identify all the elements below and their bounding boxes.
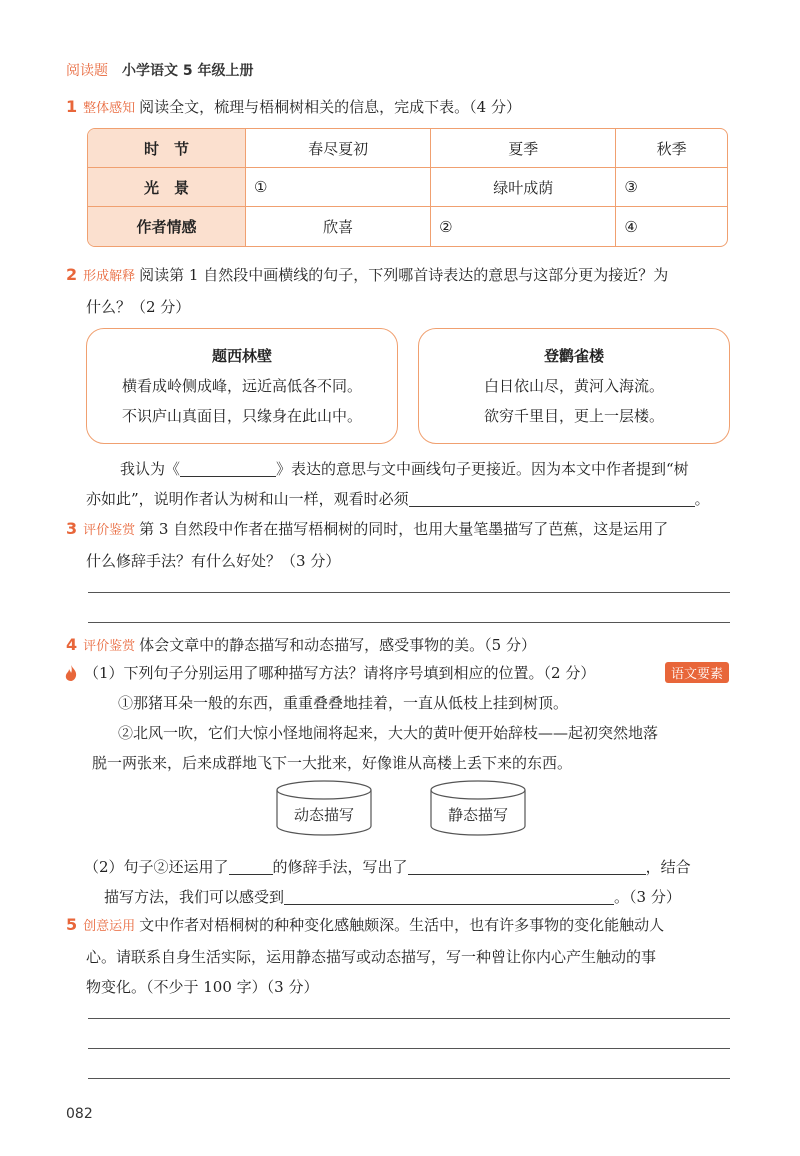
row-header: 光 景 [88,168,246,207]
question-text: 阅读全文，梳理与梧桐树相关的信息，完成下表。（4 分） [139,98,521,116]
row-header: 时 节 [88,129,246,168]
table-cell: 绿叶成荫 [431,168,616,207]
question-5 [66,910,730,1002]
answer-line[interactable] [88,622,730,623]
answer-blank[interactable] [408,857,646,875]
table-row [88,129,727,168]
question-text: 什么修辞手法？有什么好处？（3 分） [86,552,341,570]
answer-line[interactable] [88,1048,730,1049]
answer-blank[interactable] [284,887,614,905]
book-title: 小学语文 5 年级上册 [122,63,254,79]
poem-title: 登鹳雀楼 [543,347,604,365]
fill-text: 的修辞手法，写出了 [272,858,408,876]
sub-question-text: （1）下列句子分别运用了哪种描写方法？请将序号填到相应的位置。（2 分） [84,664,596,682]
poem-line: 白日依山尽，黄河入海流。 [483,377,664,395]
poem-title: 题西林壁 [211,347,272,365]
question-tag: 形成解释 [83,269,136,284]
question-1 [66,92,730,124]
answer-blank[interactable] [180,459,276,477]
table-cell: 夏季 [431,129,616,168]
row-header: 作者情感 [88,207,246,246]
question-text: 第 3 自然段中作者在描写梧桐树的同时，也用大量笔墨描写了芭蕉，这是运用了 [139,520,669,538]
sentence-2a: ②北风一吹，它们大惊小怪地闹将起来，大大的黄叶便开始辞枝——起初突然地落 [118,724,659,742]
answer-blank[interactable] [409,489,695,507]
poem-line: 横看成岭侧成峰，远近高低各不同。 [121,377,362,395]
fill-text: 描写方法，我们可以感受到 [104,888,285,906]
fill-text: 亦如此”，说明作者认为树和山一样，观看时必须 [86,490,409,508]
q4-sentences [92,688,738,778]
fire-icon [64,664,78,682]
poem-line: 不识庐山真面目，只缘身在此山中。 [121,407,362,425]
answer-line[interactable] [88,1018,730,1019]
question-number: 5 [66,915,78,934]
sentence-1: ①那猪耳朵一般的东西，重重叠叠地挂着，一直从低枝上挂到树顶。 [118,694,569,712]
cylinder-label: 静态描写 [447,806,508,824]
fill-text: 我认为《 [120,460,181,478]
fill-text: （2）句子②还运用了 [84,858,229,876]
answer-line[interactable] [88,1078,730,1079]
page-header [66,60,254,80]
table-row [88,207,727,246]
question-number: 1 [66,97,78,116]
poem-card-1 [86,328,398,444]
info-table [87,128,728,247]
question-text: 阅读第 1 自然段中画横线的句子，下列哪首诗表达的意思与这部分更为接近？为 [139,266,669,284]
table-cell[interactable]: ③ [616,168,727,207]
q4-sub2 [84,852,734,912]
question-text: 心。请联系自身生活实际，运用静态描写或动态描写，写一种曾让你内心产生触动的事 [86,948,657,966]
question-tag: 评价鉴赏 [83,639,136,654]
question-3 [66,514,730,576]
question-tag: 评价鉴赏 [83,523,136,538]
fill-text: 。（3 分） [614,888,681,906]
question-tag: 创意运用 [83,919,136,934]
cylinder-label: 动态描写 [293,806,354,824]
table-row [88,168,727,207]
poem-card-2 [418,328,730,444]
section-label: 阅读题 [66,63,108,79]
table-cell[interactable]: ② [431,207,616,246]
question-2 [66,260,730,322]
badge-yuwen-yaosu: 语文要素 [665,662,729,683]
q2-answer [66,454,730,514]
question-text: 体会文章中的静态描写和动态描写，感受事物的美。（5 分） [139,636,536,654]
q4-sub1 [84,658,734,688]
table-cell[interactable]: ④ [624,217,638,236]
question-text: 什么？（2 分） [86,298,191,316]
table-cell: 欣喜 [246,207,431,246]
question-text: 物变化。（不少于 100 字）（3 分） [86,978,319,996]
question-tag: 整体感知 [83,101,136,116]
fill-text: ，结合 [645,858,691,876]
sentence-2b: 脱一两张来，后来成群地飞下一大批来，好像谁从高楼上丢下来的东西。 [92,754,573,772]
answer-blank[interactable] [229,857,273,875]
table-cell[interactable]: ① [246,168,431,207]
answer-line[interactable] [88,592,730,593]
page-number: 082 [66,1106,93,1122]
question-text: 文中作者对梧桐树的种种变化感触颇深。生活中，也有许多事物的变化能触动人 [139,916,665,934]
poem-line: 欲穷千里目，更上一层楼。 [483,407,664,425]
question-number: 4 [66,635,78,654]
question-number: 3 [66,519,78,538]
question-number: 2 [66,265,78,284]
fill-text: 》表达的意思与文中画线句子更接近。因为本文中作者提到“树 [276,460,689,478]
table-cell: 秋季 [616,129,727,168]
table-cell: 春尽夏初 [246,129,431,168]
fill-text: 。 [694,490,710,508]
